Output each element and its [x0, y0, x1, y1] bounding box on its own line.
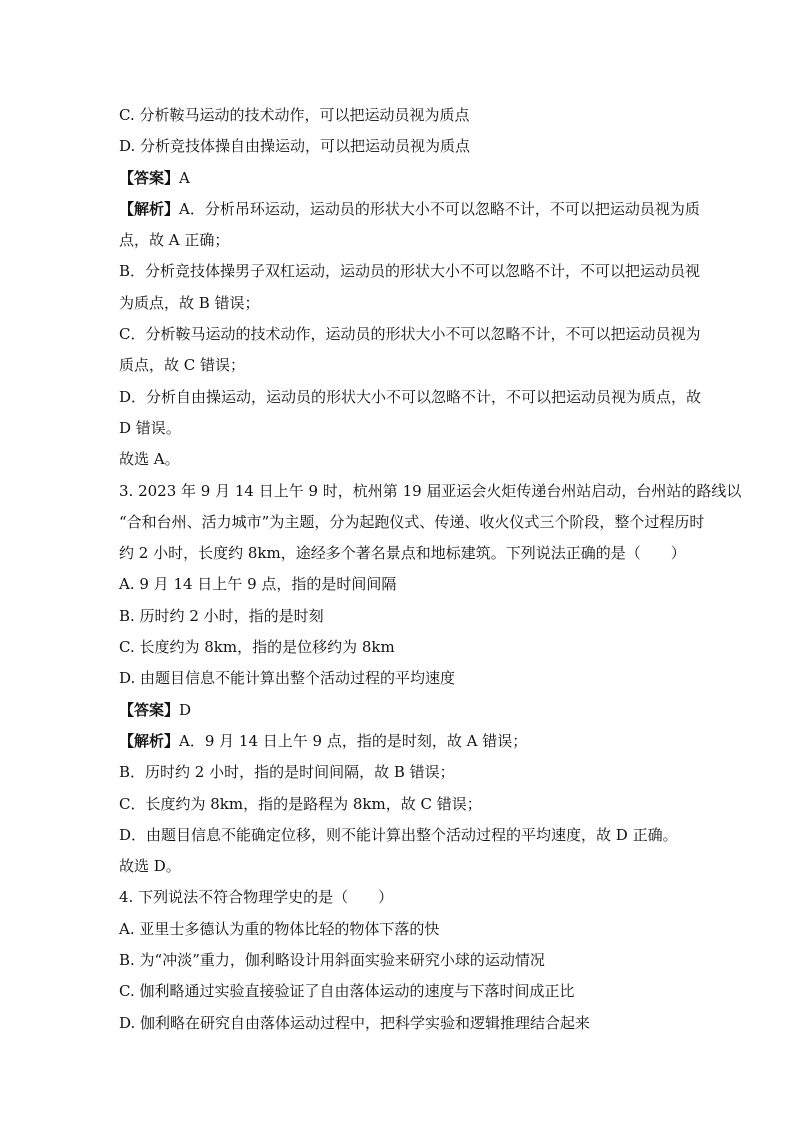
analysis-q2-line-2: 点，故 A 正确； [119, 231, 230, 250]
answer-q3: 【答案】D [119, 700, 192, 719]
option-a-q4: A. 亚里士多德认为重的物体比轻的物体下落的快 [119, 919, 440, 938]
analysis-q3-line-3: C．长度约为 8km，指的是路程为 8km，故 C 错误； [119, 794, 482, 813]
analysis-q2-line-6: 质点，故 C 错误； [119, 356, 246, 375]
option-b-q4: B. 为“冲淡”重力，伽利略设计用斜面实验来研究小球的运动情况 [119, 951, 545, 970]
option-a-q3: A. 9 月 14 日上午 9 点，指的是时间间隔 [119, 575, 397, 594]
analysis-q2-line-7: D．分析自由操运动，运动员的形状大小不可以忽略不计，不可以把运动员视为质点，故 [119, 387, 702, 406]
question-3-line-1: 3. 2023 年 9 月 14 日上午 9 时，杭州第 19 届亚运会火炬传递台州站启动，台州站的路线以 [119, 481, 742, 500]
answer-label: 【答案】 [119, 700, 180, 719]
option-c-q3: C. 长度约为 8km，指的是位移约为 8km [119, 638, 395, 657]
analysis-q2-line-1: 【解析】A．分析吊环运动，运动员的形状大小不可以忽略不计，不可以把运动员视为质 [119, 199, 700, 218]
analysis-q3-line-2: B．历时约 2 小时，指的是时间间隔，故 B 错误； [119, 763, 455, 782]
conclusion-q2: 故选 A。 [119, 450, 180, 469]
analysis-label: 【解析】 [119, 199, 180, 218]
conclusion-q3: 故选 D。 [119, 857, 181, 876]
question-3-line-2: “合和台州、活力城市”为主题，分为起跑仪式、传递、收火仪式三个阶段，整个过程历时 [119, 512, 705, 531]
analysis-q3-line-4: D．由题目信息不能确定位移，则不能计算出整个活动过程的平均速度，故 D 正确。 [119, 825, 678, 844]
option-b-q3: B. 历时约 2 小时，指的是时刻 [119, 606, 324, 625]
analysis-q2-line-3: B．分析竞技体操男子双杠运动，运动员的形状大小不可以忽略不计，不可以把运动员视 [119, 262, 701, 281]
analysis-q2-line-4: 为质点，故 B 错误； [119, 293, 260, 312]
option-d-q2: D. 分析竞技体操自由操运动，可以把运动员视为质点 [119, 137, 471, 156]
answer-label: 【答案】 [119, 168, 180, 187]
question-4: 4. 下列说法不符合物理学史的是（ ） [119, 888, 394, 907]
analysis-label: 【解析】 [119, 731, 180, 750]
option-c-q4: C. 伽利略通过实验直接验证了自由落体运动的速度与下落时间成正比 [119, 982, 575, 1001]
document-page [119, 100, 742, 1039]
analysis-q2-line-8: D 错误。 [119, 418, 181, 437]
option-d-q3: D. 由题目信息不能计算出整个活动过程的平均速度 [119, 669, 456, 688]
analysis-q3-line-1: 【解析】A．9 月 14 日上午 9 点，指的是时刻，故 A 错误； [119, 731, 528, 750]
answer-q2: 【答案】A [119, 168, 190, 187]
question-3-line-3: 约 2 小时，长度约 8km，途经多个著名景点和地标建筑。下列说法正确的是（ ） [119, 544, 686, 563]
option-d-q4: D. 伽利略在研究自由落体运动过程中，把科学实验和逻辑推理结合起来 [119, 1013, 591, 1032]
option-c-q2: C. 分析鞍马运动的技术动作，可以把运动员视为质点 [119, 106, 470, 124]
analysis-q2-line-5: C．分析鞍马运动的技术动作，运动员的形状大小不可以忽略不计，不可以把运动员视为 [119, 325, 701, 344]
